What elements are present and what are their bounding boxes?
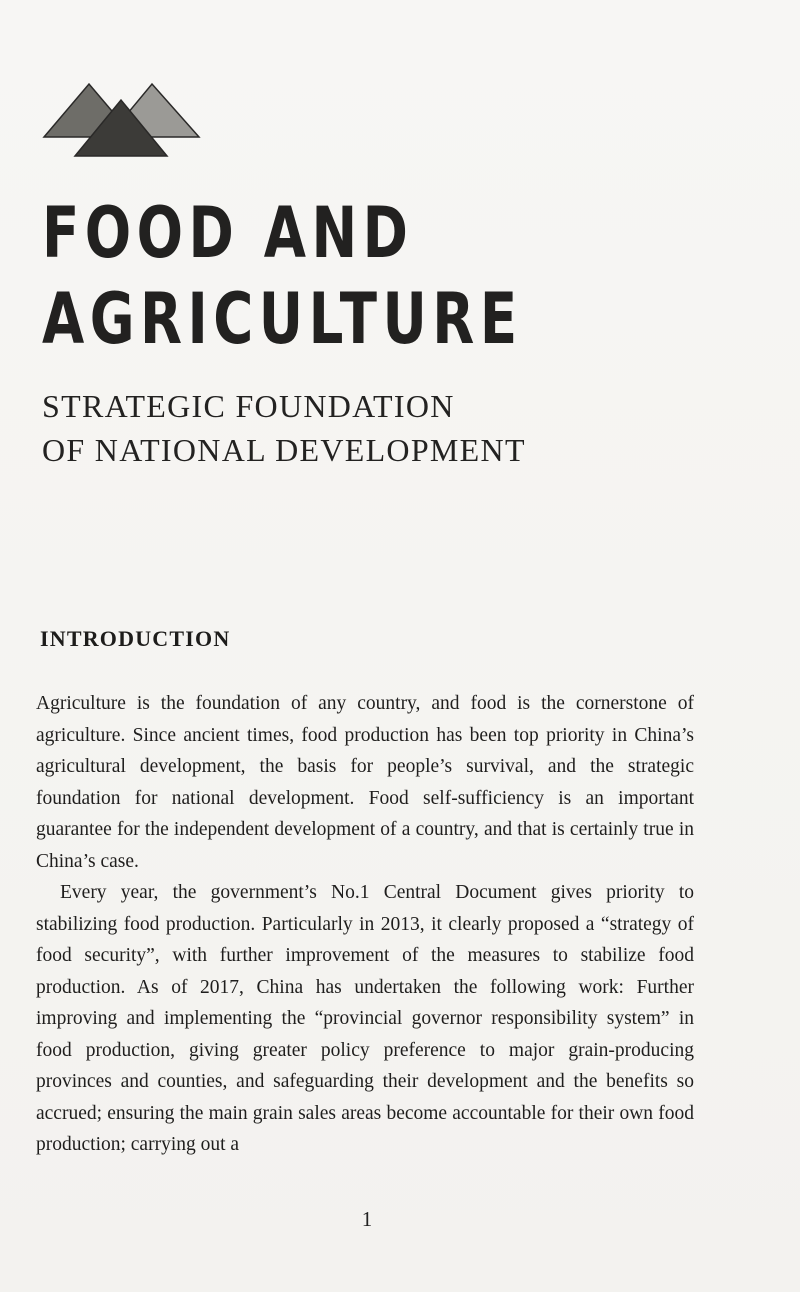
chapter-title xyxy=(42,190,523,362)
paragraph-1: Agriculture is the foundation of any country, and food is the cornerstone of agriculture. Since ancient times, food production has been top priority in China’s agricultural development, the basis for people’s survival, and the strategic foundation for national development. Food self-sufficiency is an important guarantee for the independent development of a country, and that is certainly true in China’s case. xyxy=(36,693,694,872)
mountains-icon xyxy=(42,80,202,160)
chapter-subtitle xyxy=(42,384,526,472)
paragraph-2: Every year, the government’s No.1 Central Document gives priority to stabilizing food production. Particularly in 2013, it clearly proposed a “strategy of food security”, with further improvement of the measures to stabilize food production. As of 2017, China has undertaken the following work: Further improving and implementing the “provincial governor responsibility system” in food production, giving greater policy preference to major grain-producing provinces and counties, and safeguarding their development and the benefits so accrued; ensuring the main grain sales areas become accountable for their own food production; carrying out a xyxy=(36,882,694,1155)
chapter-subtitle-line-2: OF NATIONAL DEVELOPMENT xyxy=(42,432,526,468)
chapter-title-line-2: AGRICULTURE xyxy=(42,278,523,360)
chapter-title-line-1: FOOD AND xyxy=(42,192,414,274)
page-number: 1 xyxy=(361,1207,373,1231)
section-heading: INTRODUCTION xyxy=(40,626,231,651)
chapter-subtitle-line-1: STRATEGIC FOUNDATION xyxy=(42,388,455,424)
body-text xyxy=(36,688,694,1161)
